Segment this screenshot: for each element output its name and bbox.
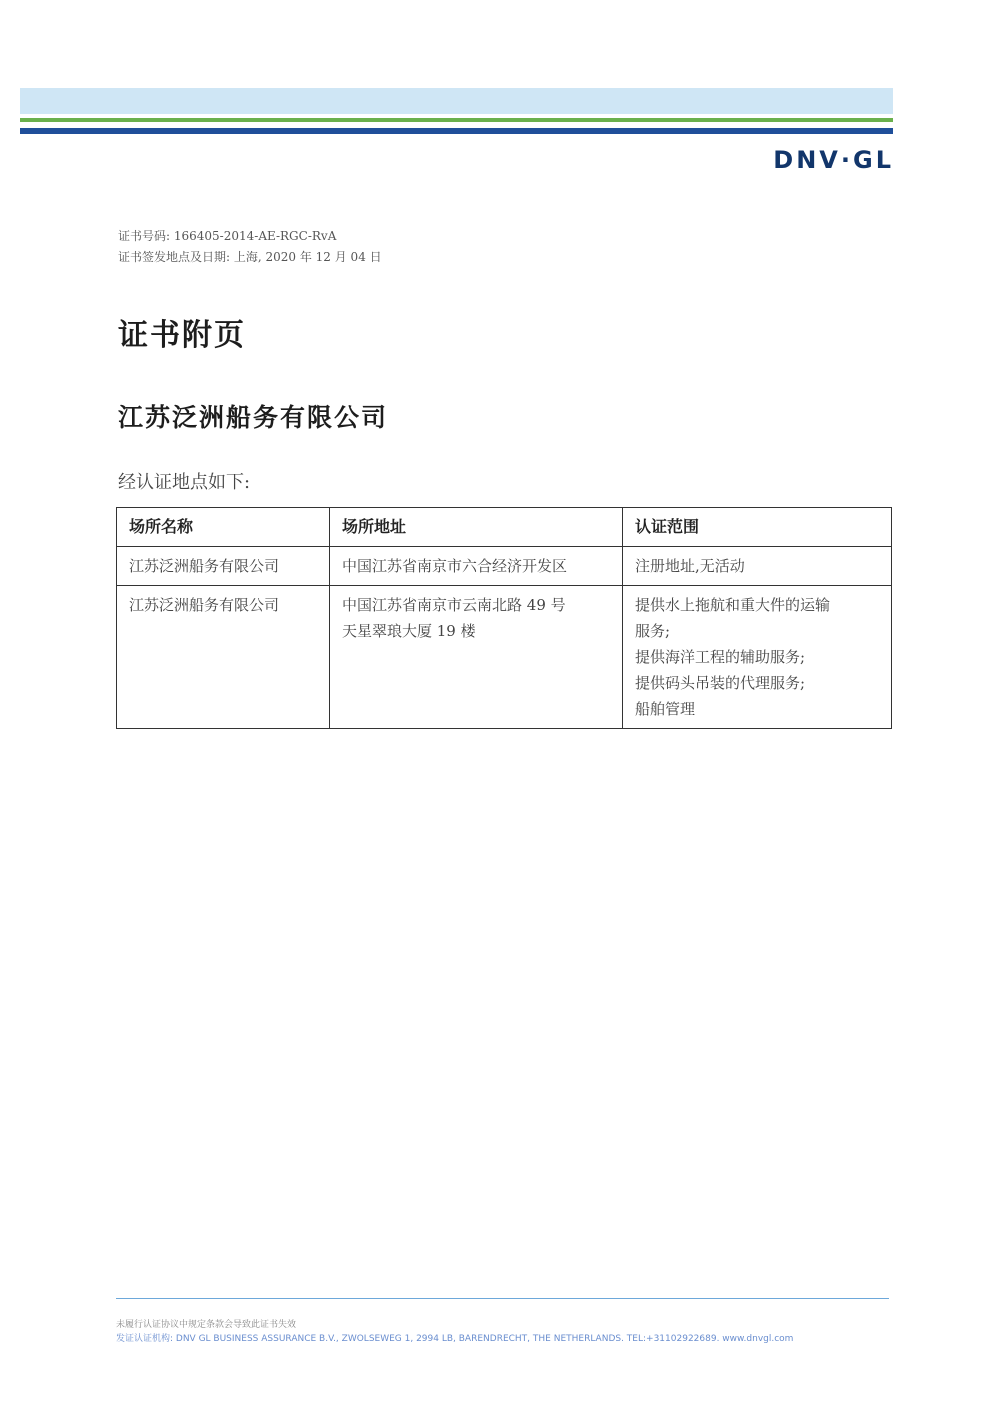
dnv-gl-logo: DNV·GL [773, 146, 894, 174]
table-row [117, 547, 892, 586]
footer-note: 未履行认证协议中规定条款会导致此证书失效 [116, 1320, 297, 1330]
table-row [117, 586, 892, 729]
issue-place-date: 证书签发地点及日期: 上海, 2020 年 12 月 04 日 [118, 250, 382, 264]
header-site-address: 场所地址 [330, 508, 623, 547]
table-header-row [117, 508, 892, 547]
header-band-blue [20, 128, 893, 134]
site-name-cell: 江苏泛洲船务有限公司 [117, 547, 330, 586]
company-name: 江苏泛洲船务有限公司 [118, 403, 389, 432]
sites-table [116, 507, 892, 729]
scope-cell: 注册地址,无活动 [623, 547, 892, 586]
page-title: 证书附页 [118, 318, 246, 353]
intro-text: 经认证地点如下: [118, 472, 251, 493]
header-band-green [20, 118, 893, 122]
header-site-name: 场所名称 [117, 508, 330, 547]
certificate-number: 证书号码: 166405-2014-AE-RGC-RvA [118, 229, 337, 243]
scope-cell: 提供水上拖航和重大件的运输 服务; 提供海洋工程的辅助服务; 提供码头吊装的代理服务; 船舶管理 [623, 586, 892, 729]
footer-divider [116, 1298, 889, 1299]
site-address-cell: 中国江苏省南京市六合经济开发区 [330, 547, 623, 586]
site-address-cell: 中国江苏省南京市云南北路 49 号 天星翠琅大厦 19 楼 [330, 586, 623, 729]
certificate-meta [118, 226, 382, 268]
header-scope: 认证范围 [623, 508, 892, 547]
site-name-cell: 江苏泛洲船务有限公司 [117, 586, 330, 729]
footer [116, 1318, 793, 1346]
header-band-light [20, 88, 893, 114]
footer-issuer: 发证认证机构: DNV GL BUSINESS ASSURANCE B.V., ZWOLSEWEG 1, 2994 LB, BARENDRECHT, THE NETHERLANDS. TEL:+31102922689. www.dnvgl.com [116, 1334, 794, 1344]
